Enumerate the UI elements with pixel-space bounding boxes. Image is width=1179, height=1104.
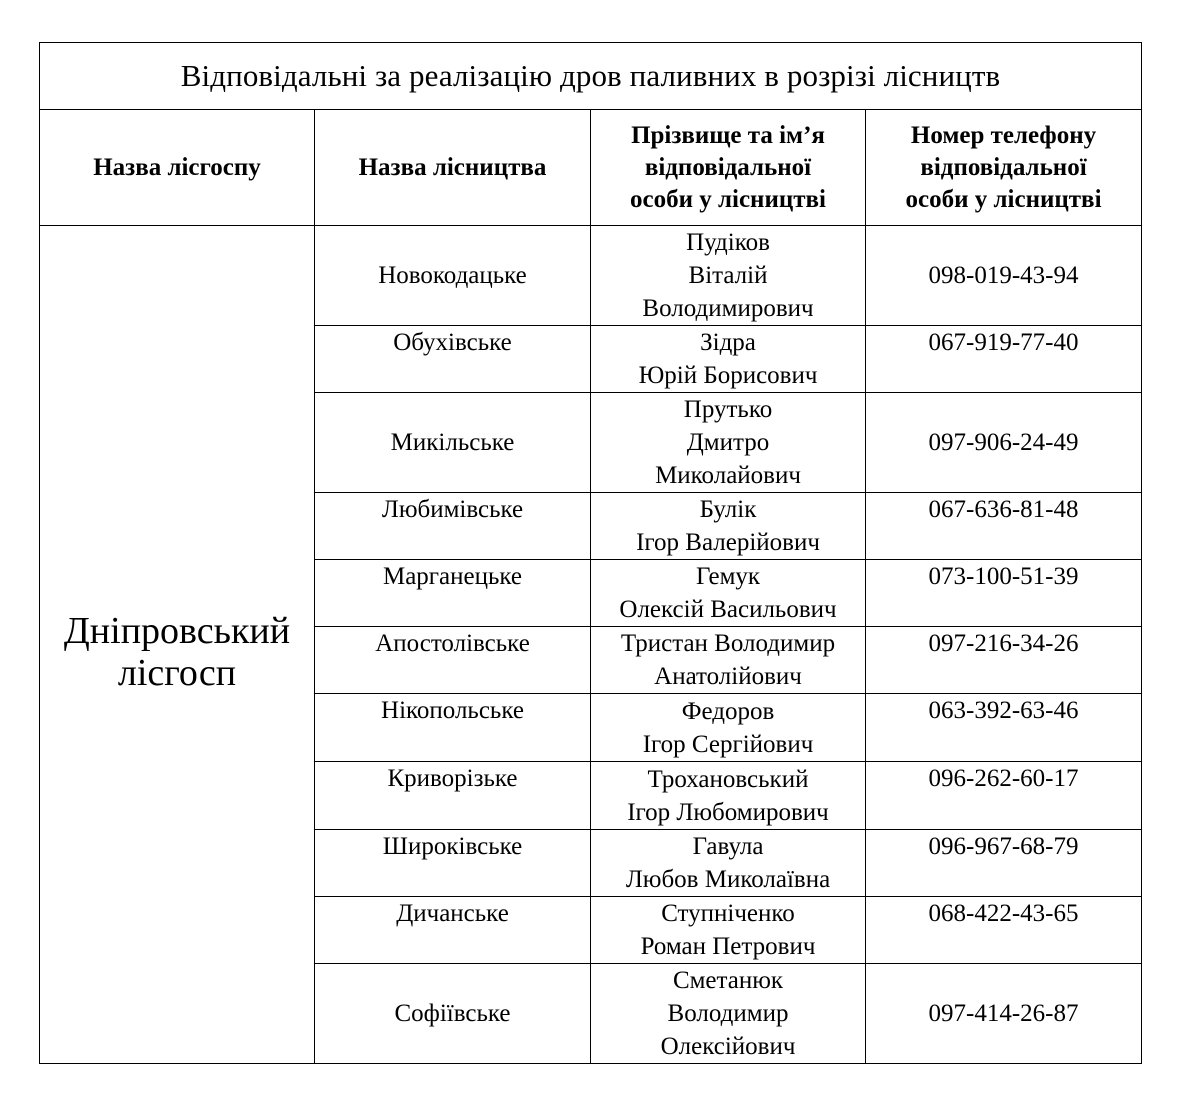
person-line: Сметанюк [672,967,784,994]
person-line: Булік [699,496,757,523]
header-row [40,110,1142,226]
person-line: Дмитро [686,429,770,456]
person-line: Олексій Васильович [619,596,837,623]
header-phone-line: відповідальної [920,153,1087,181]
phone-number: 067-636-81-48 [866,493,1142,560]
phone-number: 096-262-60-17 [866,762,1142,830]
phone-number: 097-414-26-87 [866,964,1142,1064]
person-line: Тристан Володимир [620,630,836,657]
responsible-persons-table [39,42,1142,1064]
forestry-name: Новокодацьке [315,226,591,326]
forestry-name: Широківське [315,830,591,897]
person-line: Миколайович [655,462,801,489]
person-name [591,627,866,694]
person-line: Гавула [692,833,764,860]
person-line: Юрій Борисович [638,362,818,389]
header-organization-label: Назва лісгоспу [93,153,261,181]
phone-number: 097-906-24-49 [866,393,1142,493]
header-person-line: особи у лісництві [629,185,826,213]
header-forestry-label: Назва лісництва [358,153,547,181]
forestry-name: Марганецьке [315,560,591,627]
person-line: Віталій [688,262,768,289]
person-line: Прутько [683,396,773,423]
phone-number: 063-392-63-46 [866,694,1142,762]
person-name [591,694,866,762]
person-line: Ігор Валерійович [636,529,820,556]
phone-number: 067-919-77-40 [866,326,1142,393]
person-name [591,226,866,326]
person-line: Федоров [681,697,775,725]
person-name [591,897,866,964]
phone-number: 073-100-51-39 [866,560,1142,627]
person-line: Пудіков [686,229,770,256]
person-line: Гемук [695,563,761,590]
header-person [591,110,866,226]
forestry-name: Микільське [315,393,591,493]
phone-number: 096-967-68-79 [866,830,1142,897]
organization-name [40,226,315,1064]
forestry-name: Апостолівське [315,627,591,694]
person-name [591,762,866,830]
header-person-line: відповідальної [644,153,812,181]
person-line: Володимир [667,1000,789,1027]
phone-number: 068-422-43-65 [866,897,1142,964]
header-person-line: Прізвище та ім’я [631,121,825,149]
organization-line: лісгосп [117,651,237,694]
person-line: Олексійович [660,1033,796,1060]
person-line: Анатолійович [654,663,802,690]
phone-number: 097-216-34-26 [866,627,1142,694]
phone-number: 098-019-43-94 [866,226,1142,326]
header-organization [40,110,315,226]
person-name [591,493,866,560]
header-phone-line: особи у лісництві [905,185,1102,213]
person-line: Трохановський [647,765,809,793]
header-phone [866,110,1142,226]
person-line: Ступніченко [661,900,795,927]
person-name [591,393,866,493]
person-line: Зідра [700,329,756,356]
organization-line: Дніпровський [63,609,291,652]
person-name [591,326,866,393]
person-name [591,560,866,627]
forestry-name: Нікопольське [315,694,591,762]
title-row [40,43,1142,110]
forestry-name: Софіївське [315,964,591,1064]
person-line: Любов Миколаївна [625,866,831,893]
header-phone-line: Номер телефону [910,121,1097,149]
person-line: Ігор Любомирович [627,798,829,826]
header-forestry [315,110,591,226]
forestry-name: Дичанське [315,897,591,964]
table-title: Відповідальні за реалізацію дров паливних в розрізі лісництв [40,43,1142,110]
person-line: Роман Петрович [640,933,816,960]
person-line: Володимирович [642,295,814,322]
person-line: Ігор Сергійович [642,730,814,758]
table-row [40,226,1142,326]
forestry-name: Криворізьке [315,762,591,830]
person-name [591,964,866,1064]
forestry-name: Обухівське [315,326,591,393]
forestry-name: Любимівське [315,493,591,560]
person-name [591,830,866,897]
